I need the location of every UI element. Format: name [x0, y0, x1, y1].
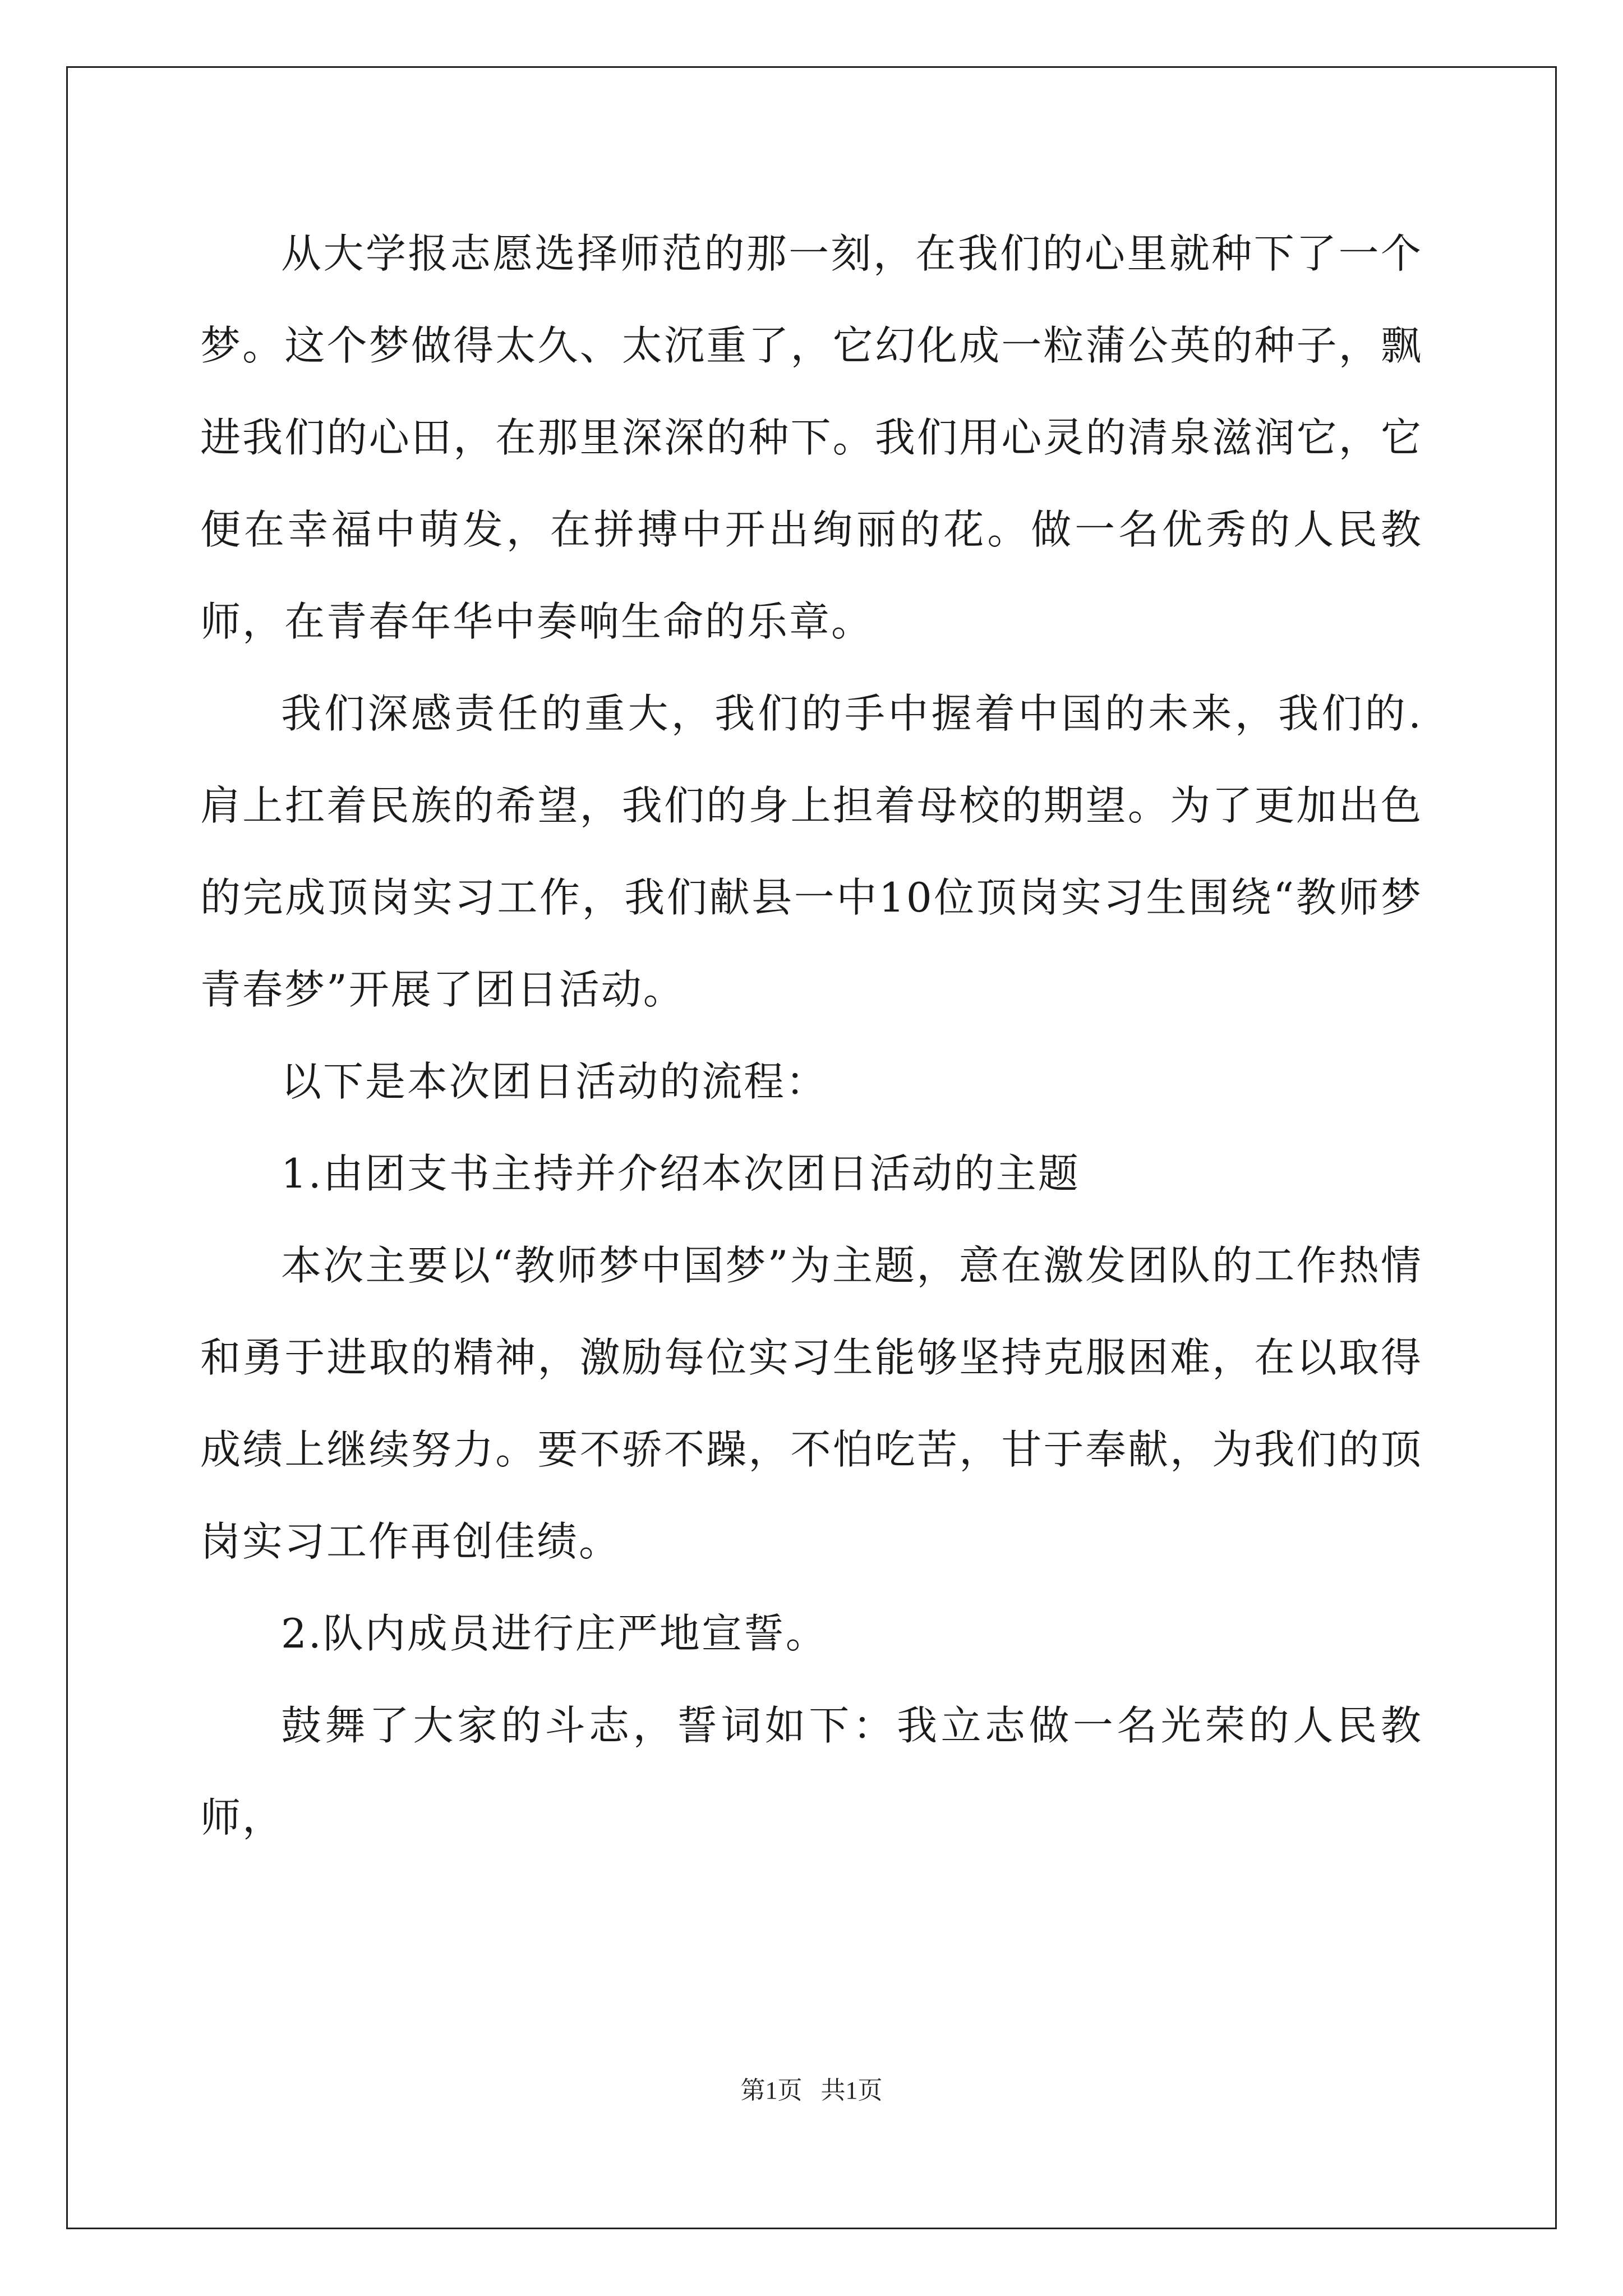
paragraph: 鼓舞了大家的斗志，誓词如下：我立志做一名光荣的人民教师， [200, 1702, 1423, 1841]
page-number-footer: 第1页 共1页 [740, 2077, 883, 2104]
paragraph: 2.队内成员进行庄严地宣誓。 [281, 1610, 828, 1657]
document-body [200, 208, 1423, 1864]
paragraph: 本次主要以“教师梦中国梦”为主题，意在激发团队的工作热情和勇于进取的精神，激励每位实习生能够坚持克服困难，在以取得成绩上继续努力。要不骄不躁，不怕吃苦，甘于奉献，为我们的顶岗实习工作再创佳绩。 [200, 1242, 1423, 1565]
paragraph: 以下是本次团日活动的流程： [281, 1058, 828, 1105]
paragraph: 我们深感责任的重大，我们的手中握着中国的未来，我们的.肩上扛着民族的希望，我们的身上担着母校的期望。为了更加出色的完成顶岗实习工作，我们献县一中10位顶岗实习生围绕“教师梦 青春梦”开展了团日活动。 [200, 690, 1423, 1013]
paragraph: 1.由团支书主持并介绍本次团日活动的主题 [281, 1150, 1080, 1197]
paragraph: 从大学报志愿选择师范的那一刻，在我们的心里就种下了一个梦。这个梦做得太久、太沉重了，它幻化成一粒蒲公英的种子，飘进我们的心田，在那里深深的种下。我们用心灵的清泉滋润它，它便在幸福中萌发，在拼搏中开出绚丽的花。做一名优秀的人民教师，在青春年华中奏响生命的乐章。 [200, 230, 1423, 645]
